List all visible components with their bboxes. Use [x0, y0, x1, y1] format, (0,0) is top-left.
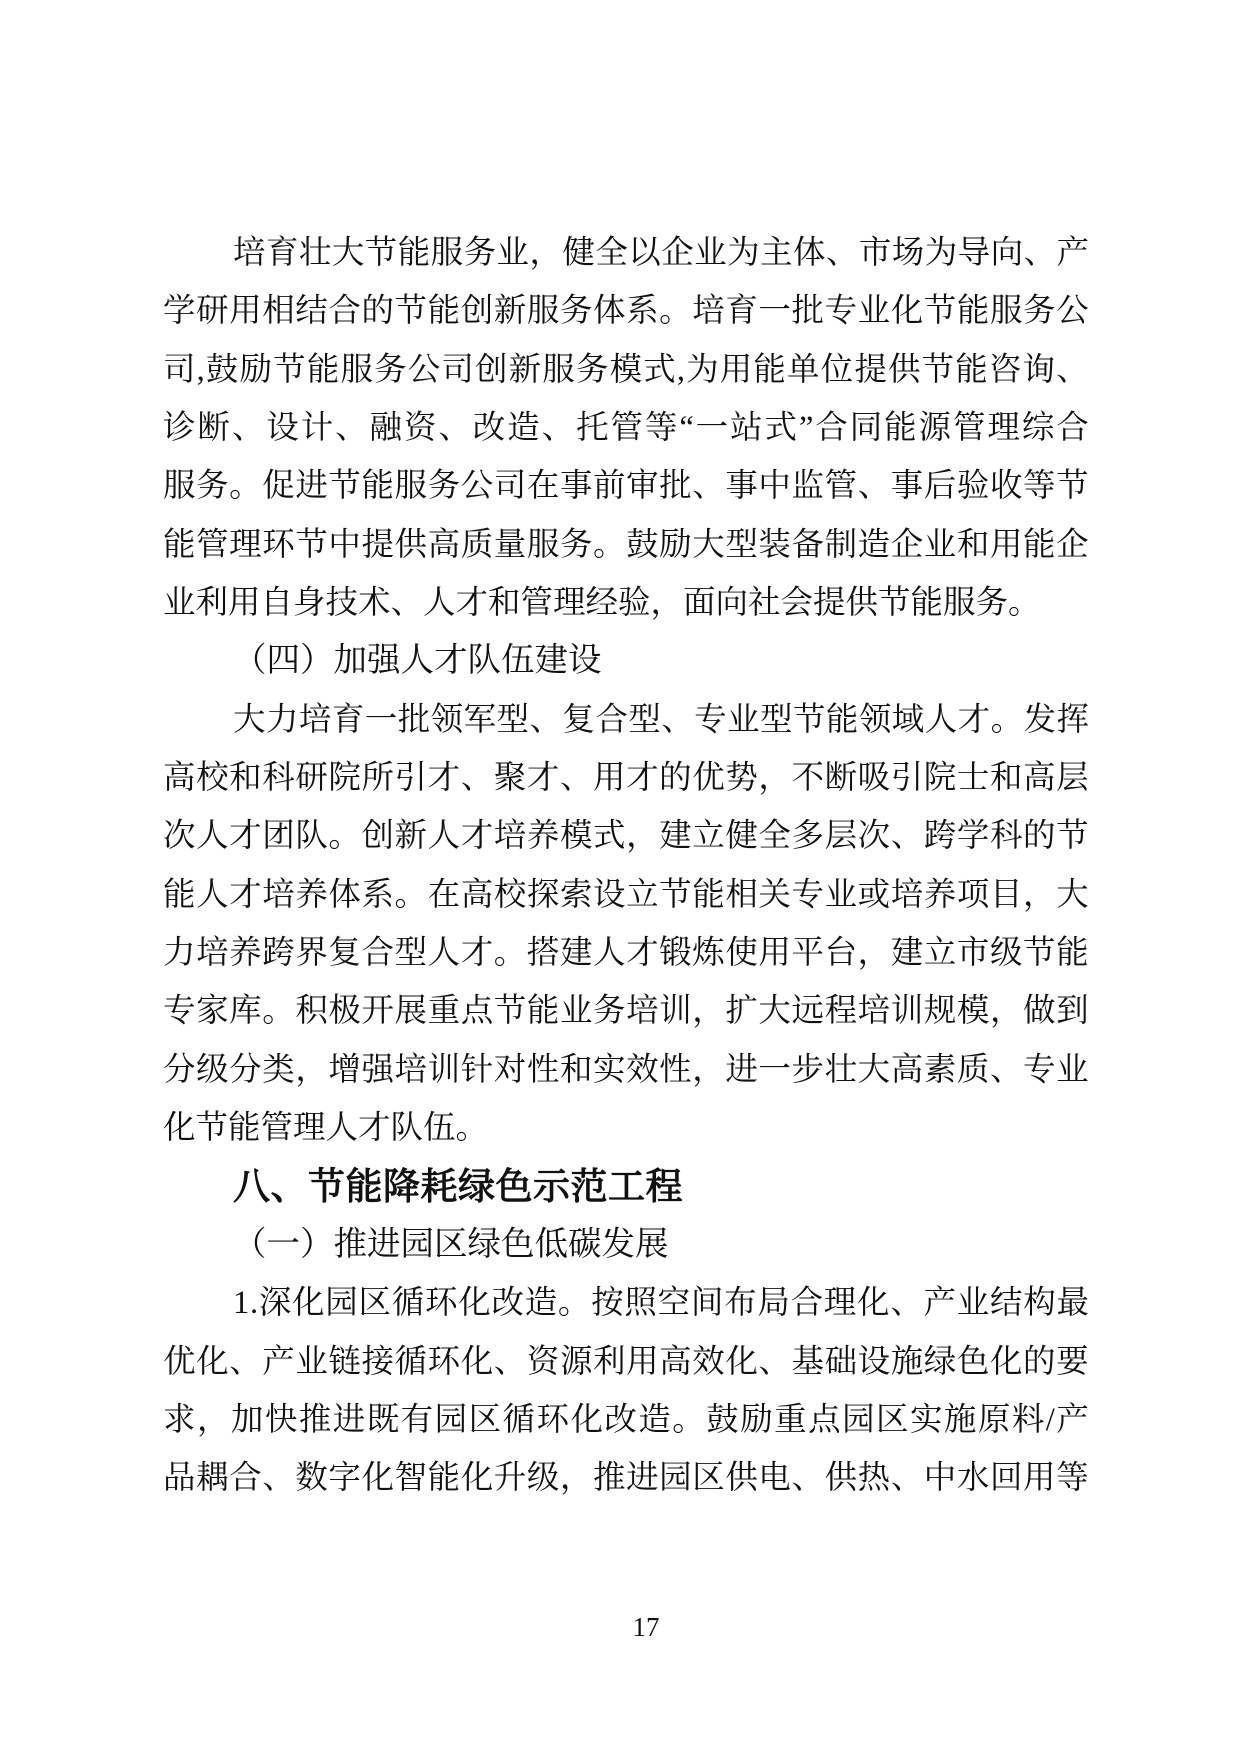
text-line: 化节能管理人才队伍。	[163, 1110, 489, 1147]
subsection-heading: （四）加强人才队伍建设	[233, 642, 602, 680]
text-block	[163, 224, 1089, 1508]
section-heading: 八、节能降耗绿色示范工程	[233, 1165, 683, 1207]
text-line: 次 人 才 团 队 。 创 新 人 才 培 养 模 式 ， 建 立 健 全 多 层 次 、 跨 学 科 的 节	[163, 818, 1089, 855]
page-number: 17	[632, 1612, 660, 1642]
subsection-heading: （一）推进园区绿色低碳发展	[233, 1225, 669, 1263]
text-line: 学 研 用 相 结 合 的 节 能 创 新 服 务 体 系 。 培 育 一 批 专 业 化 节 能 服 务 公	[163, 293, 1089, 330]
text-line: 诊 断 、 设 计 、 融 资 、 改 造 、 托 管 等 “ 一 站 式 ” 合 同 能 源 管 理 综 合	[163, 410, 1089, 447]
text-line: 司 , 鼓 励 节 能 服 务 公 司 创 新 服 务 模 式 , 为 用 能 单 位 提 供 节 能 咨 询 、	[163, 351, 1089, 388]
text-line: 能 人 才 培 养 体 系 。 在 高 校 探 索 设 立 节 能 相 关 专 业 或 培 养 项 目 ， 大	[163, 876, 1089, 913]
text-line: 大 力 培 育 一 批 领 军 型 、 复 合 型 、 专 业 型 节 能 领 域 人 才 。 发 挥	[233, 701, 1089, 738]
text-line: 业利用自身技术、人才和管理经验，面向社会提供节能服务。	[163, 585, 1041, 622]
text-line: 1 . 深 化 园 区 循 环 化 改 造 。 按 照 空 间 布 局 合 理 化 、 产 业 结 构 最	[233, 1285, 1089, 1322]
text-line: 优 化 、 产 业 链 接 循 环 化 、 资 源 利 用 高 效 化 、 基 础 设 施 绿 色 化 的 要	[163, 1343, 1089, 1380]
text-line: 品 耦 合 、 数 字 化 智 能 化 升 级 ， 推 进 园 区 供 电 、 供 热 、 中 水 回 用 等	[163, 1460, 1089, 1497]
text-line: 服 务 。 促 进 节 能 服 务 公 司 在 事 前 审 批 、 事 中 监 管 、 事 后 验 收 等 节	[163, 468, 1089, 505]
text-line: 高 校 和 科 研 院 所 引 才 、 聚 才 、 用 才 的 优 势 ， 不 断 吸 引 院 士 和 高 层	[163, 760, 1089, 797]
text-line: 能 管 理 环 节 中 提 供 高 质 量 服 务 。 鼓 励 大 型 装 备 制 造 企 业 和 用 能 企	[163, 526, 1089, 563]
text-line: 培 育 壮 大 节 能 服 务 业 ， 健 全 以 企 业 为 主 体 、 市 场 为 导 向 、 产	[233, 235, 1089, 271]
text-line: 专 家 库 。 积 极 开 展 重 点 节 能 业 务 培 训 ， 扩 大 远 程 培 训 规 模 ， 做 到	[163, 993, 1089, 1030]
text-line: 求 ， 加 快 推 进 既 有 园 区 循 环 化 改 造 。 鼓 励 重 点 园 区 实 施 原 料 / 产	[163, 1401, 1089, 1438]
text-line: 分 级 分 类 ， 增 强 培 训 针 对 性 和 实 效 性 ， 进 一 步 壮 大 高 素 质 、 专 业	[163, 1051, 1089, 1088]
text-line: 力 培 养 跨 界 复 合 型 人 才 。 搭 建 人 才 锻 炼 使 用 平 台 ， 建 立 市 级 节 能	[163, 935, 1089, 972]
